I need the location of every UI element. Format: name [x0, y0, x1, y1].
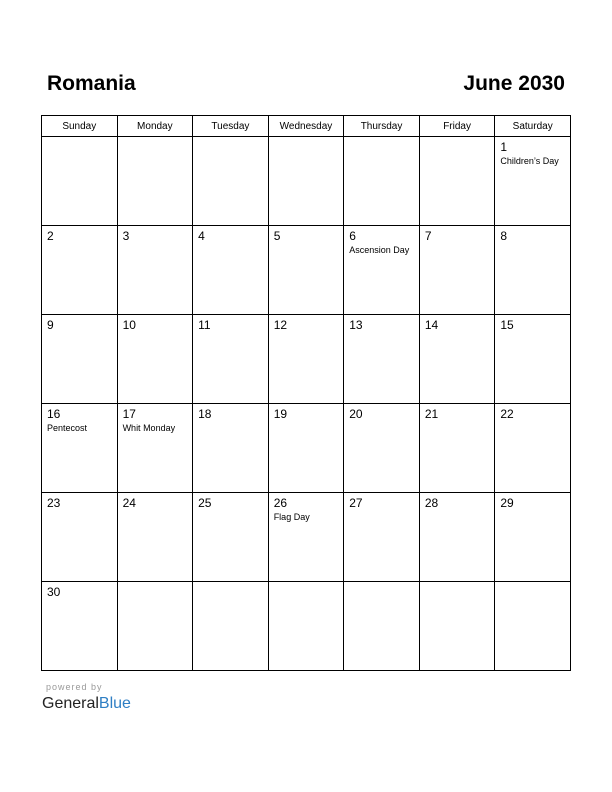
calendar-day-cell [419, 226, 495, 315]
day-number: 11 [198, 318, 211, 332]
calendar-day-cell [419, 582, 495, 671]
brand-name-general: General [42, 695, 99, 712]
holiday-label: Whit Monday [122, 423, 176, 433]
calendar-day-cell [117, 493, 193, 582]
calendar-day-cell [344, 226, 420, 315]
calendar-day-cell [344, 315, 420, 404]
calendar-day-cell [268, 582, 344, 671]
powered-by-label: powered by [46, 682, 103, 692]
calendar-day-cell [42, 493, 118, 582]
day-number: 9 [47, 318, 54, 332]
weekday-monday: Monday [117, 116, 193, 137]
brand-name-blue: Blue [98, 695, 131, 712]
weekday-thursday: Thursday [344, 116, 420, 137]
calendar-day-cell [193, 582, 269, 671]
calendar-day-cell [117, 404, 193, 493]
calendar-day-cell [117, 226, 193, 315]
day-number: 1 [500, 140, 508, 154]
calendar-day-cell [268, 137, 344, 226]
holiday-label: Flag Day [273, 512, 310, 522]
country-title: Romania [47, 72, 136, 95]
calendar-day-cell [193, 404, 269, 493]
day-number: 10 [122, 318, 136, 332]
weekday-friday: Friday [419, 116, 495, 137]
calendar-day-cell [117, 582, 193, 671]
day-number: 27 [349, 496, 363, 510]
calendar-day-cell [193, 137, 269, 226]
day-number: 20 [349, 407, 363, 421]
calendar-day-cell [42, 404, 118, 493]
calendar-week-row [42, 137, 571, 226]
day-number: 14 [424, 318, 439, 332]
calendar-day-cell [117, 315, 193, 404]
day-number: 16 [47, 407, 61, 421]
holiday-label: Ascension Day [349, 245, 410, 255]
calendar-day-cell [268, 493, 344, 582]
day-number: 23 [47, 496, 61, 510]
day-number: 4 [198, 229, 205, 243]
calendar-week-row [42, 404, 571, 493]
holiday-label: Pentecost [47, 423, 88, 433]
day-number: 26 [273, 496, 288, 510]
calendar-day-cell [419, 493, 495, 582]
day-number: 17 [122, 407, 136, 421]
day-number: 5 [273, 229, 281, 243]
day-number: 21 [424, 407, 439, 421]
calendar-day-cell [344, 493, 420, 582]
day-number: 13 [349, 318, 363, 332]
calendar-day-cell [193, 226, 269, 315]
calendar-day-cell [495, 493, 571, 582]
holiday-label: Children’s Day [500, 156, 559, 166]
weekday-tuesday: Tuesday [193, 116, 269, 137]
calendar-day-cell [344, 137, 420, 226]
calendar-day-cell [495, 226, 571, 315]
calendar-day-cell [344, 404, 420, 493]
calendar-day-cell [495, 582, 571, 671]
calendar-grid [41, 115, 571, 671]
calendar-day-cell [193, 315, 269, 404]
day-number: 15 [500, 318, 514, 332]
calendar-day-cell [42, 315, 118, 404]
day-number: 22 [500, 407, 514, 421]
calendar-day-cell [42, 226, 118, 315]
calendar-day-cell [419, 315, 495, 404]
day-number: 7 [424, 229, 432, 243]
calendar-week-row [42, 582, 571, 671]
calendar-day-cell [117, 137, 193, 226]
calendar-day-cell [42, 582, 118, 671]
calendar-day-cell [193, 493, 269, 582]
calendar-day-cell [344, 582, 420, 671]
calendar-day-cell [419, 137, 495, 226]
day-number: 30 [47, 585, 61, 599]
calendar-week-row [42, 226, 571, 315]
day-number: 29 [500, 496, 514, 510]
calendar-day-cell [268, 226, 344, 315]
day-number: 25 [198, 496, 212, 510]
weekday-header-row [42, 116, 571, 137]
calendar-week-row [42, 315, 571, 404]
calendar-day-cell [268, 404, 344, 493]
day-number: 28 [424, 496, 439, 510]
day-number: 3 [122, 229, 130, 243]
weekday-sunday: Sunday [42, 116, 118, 137]
weekday-wednesday: Wednesday [268, 116, 344, 137]
calendar-day-cell [419, 404, 495, 493]
day-number: 19 [273, 407, 288, 421]
day-number: 24 [122, 496, 136, 510]
calendar-day-cell [495, 315, 571, 404]
month-year-title: June 2030 [463, 72, 565, 95]
brand-logo[interactable] [42, 694, 131, 714]
calendar-day-cell [42, 137, 118, 226]
calendar-day-cell [268, 315, 344, 404]
day-number: 2 [47, 229, 54, 243]
calendar-week-row [42, 493, 571, 582]
day-number: 18 [198, 407, 212, 421]
calendar-day-cell [495, 404, 571, 493]
day-number: 8 [500, 229, 508, 243]
weekday-saturday: Saturday [495, 116, 571, 137]
day-number: 12 [273, 318, 288, 332]
day-number: 6 [349, 229, 356, 243]
calendar-day-cell [495, 137, 571, 226]
